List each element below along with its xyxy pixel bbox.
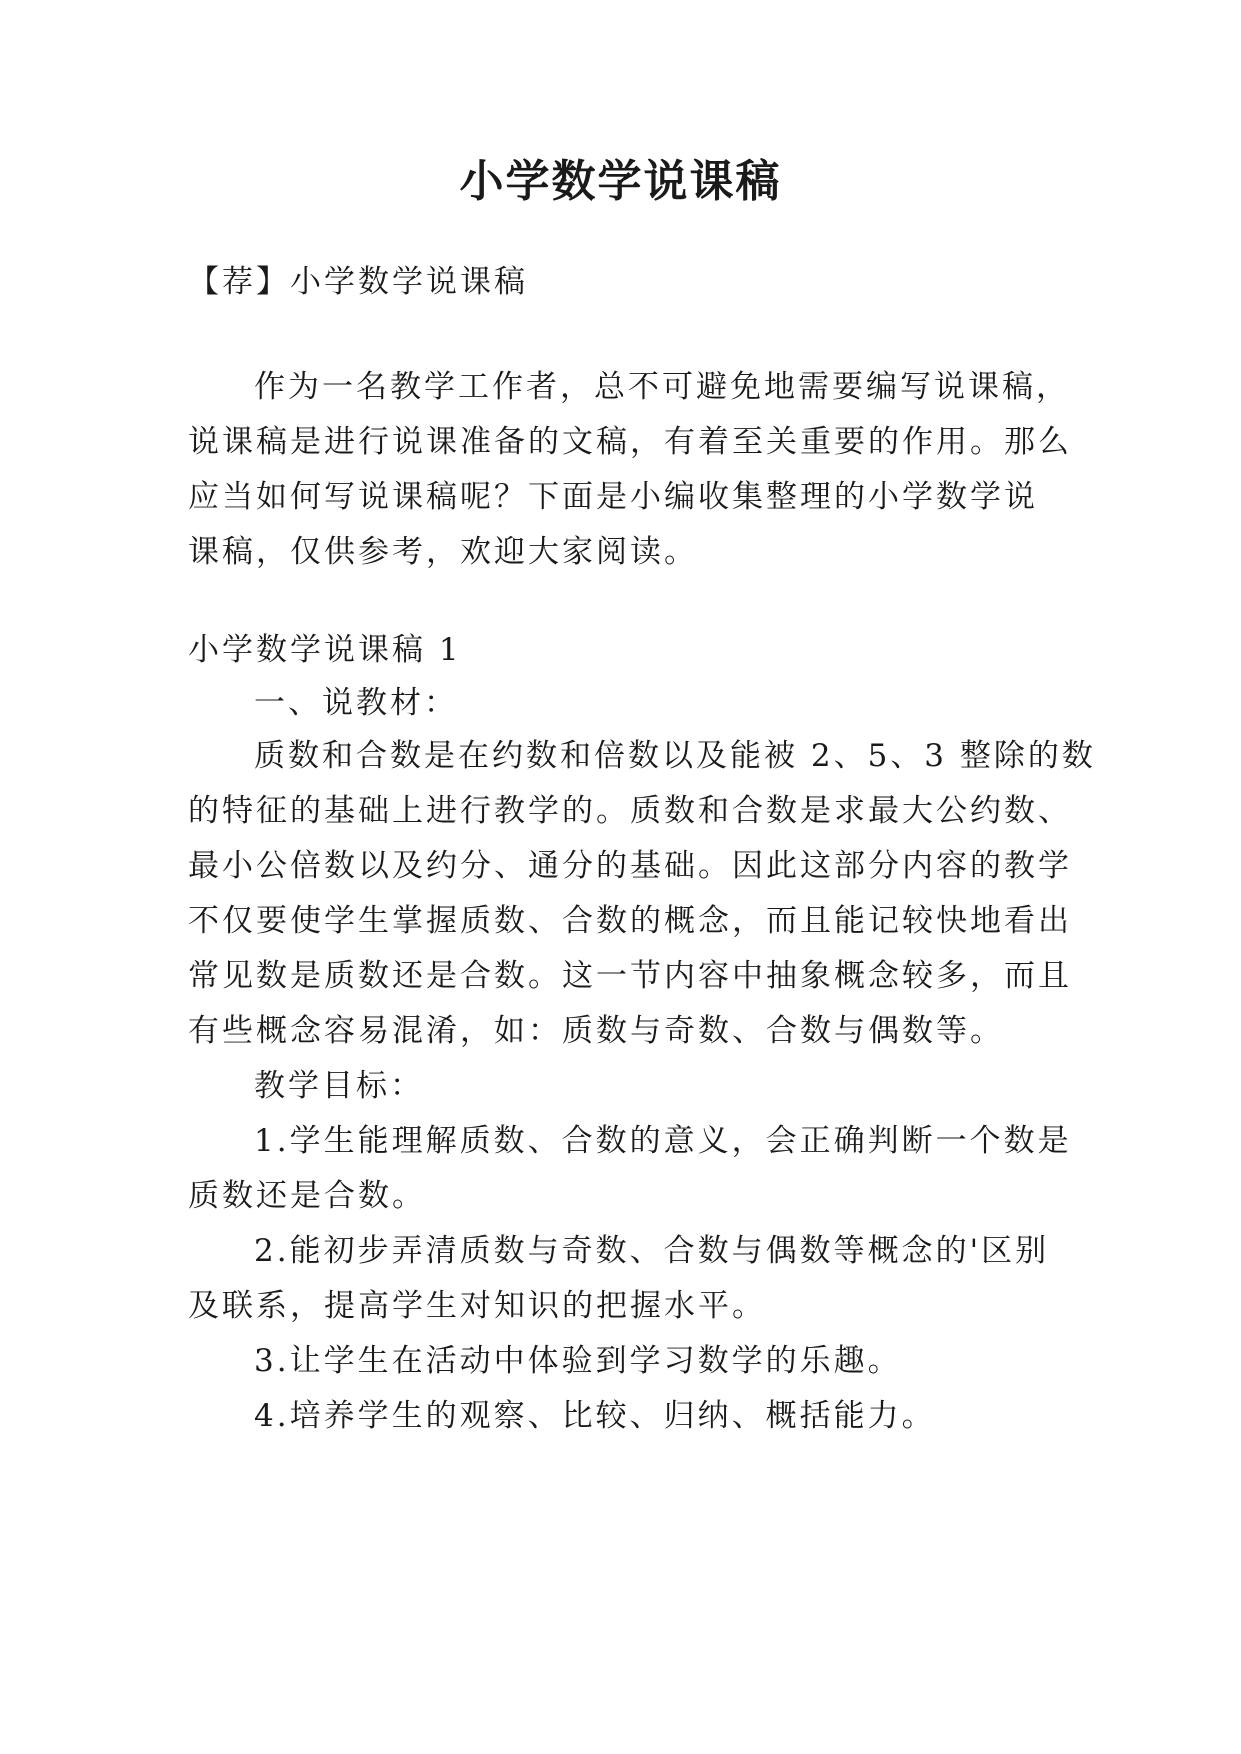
textbook-line-1: 质数和合数是在约数和倍数以及能被 2、5、3 整除的数 [254,738,1096,774]
recommend-line: 【荐】小学数学说课稿 [188,264,528,300]
intro-line-1: 作为一名教学工作者，总不可避免地需要编写说课稿， [254,369,1070,405]
intro-line-4: 课稿，仅供参考，欢迎大家阅读。 [188,534,698,570]
document-title: 小学数学说课稿 [459,156,782,207]
intro-line-2: 说课稿是进行说课准备的文稿，有着至关重要的作用。那么 [188,424,1072,460]
goal-1-line-2: 质数还是合数。 [188,1178,426,1214]
goal-2-line-1: 2.能初步弄清质数与奇数、合数与偶数等概念的'区别 [254,1233,1050,1269]
textbook-line-6: 有些概念容易混淆，如：质数与奇数、合数与偶数等。 [188,1013,1004,1049]
goal-4: 4.培养学生的观察、比较、归纳、概括能力。 [254,1398,936,1434]
textbook-line-4: 不仅要使学生掌握质数、合数的概念，而且能记较快地看出 [188,903,1072,939]
intro-line-3: 应当如何写说课稿呢？下面是小编收集整理的小学数学说 [188,479,1038,515]
goal-1-line-1: 1.学生能理解质数、合数的意义，会正确判断一个数是 [254,1123,1072,1159]
textbook-line-3: 最小公倍数以及约分、通分的基础。因此这部分内容的教学 [188,848,1072,884]
textbook-line-2: 的特征的基础上进行教学的。质数和合数是求最大公约数、 [188,793,1072,829]
heading-textbook: 一、说教材： [254,685,458,721]
goal-2-line-2: 及联系，提高学生对知识的把握水平。 [188,1288,766,1324]
textbook-line-5: 常见数是质数还是合数。这一节内容中抽象概念较多，而且 [188,958,1072,994]
heading-goals: 教学目标： [254,1068,424,1104]
section-title: 小学数学说课稿 1 [188,632,462,668]
goal-3: 3.让学生在活动中体验到学习数学的乐趣。 [254,1343,902,1379]
